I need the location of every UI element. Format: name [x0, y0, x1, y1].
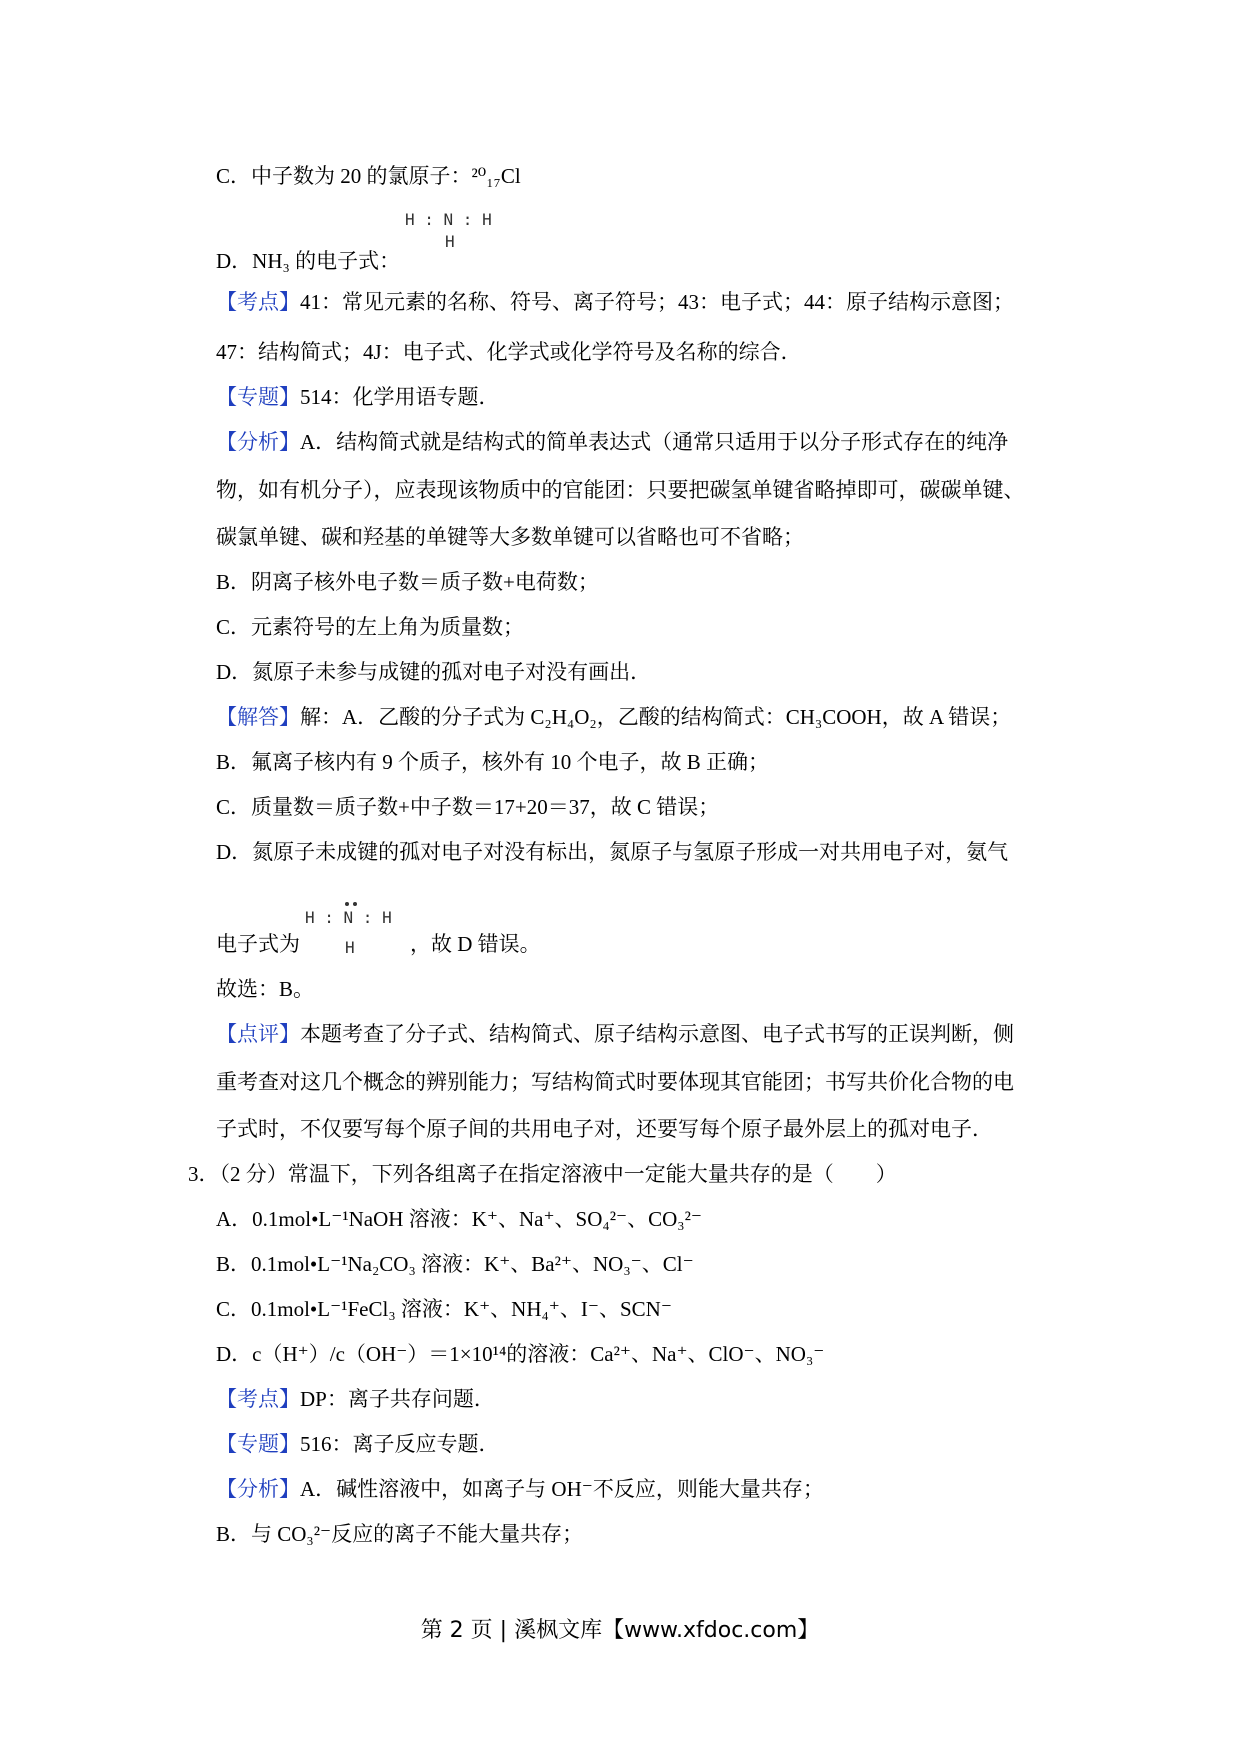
lewis-top: H : N : H	[305, 908, 392, 927]
fenxi-tag: 【分析】	[216, 1477, 300, 1501]
jieda-d2-suffix: ，故 D 错误。	[410, 932, 541, 956]
zhuanti-text: 514：化学用语专题．	[300, 385, 500, 409]
nh3-lewis-wrong	[405, 210, 492, 251]
fenxi-c: C．元素符号的左上角为质量数；	[216, 615, 525, 639]
dianping-text-1: 本题考查了分子式、结构简式、原子结构示意图、电子式书写的正误判断，侧	[300, 1022, 1014, 1046]
fenxi-line-2: 物，如有机分子），应表现该物质中的官能团：只要把碳氢单键省略掉即可，碳碳单键、	[216, 478, 1025, 502]
lewis-bottom: H	[445, 232, 455, 251]
dianping-tag: 【点评】	[216, 1022, 300, 1046]
q3-fenxi-a	[216, 1475, 824, 1503]
q3-fenxi-a-text: A．碱性溶液中，如离子与 OH⁻不反应，则能大量共存；	[300, 1477, 824, 1501]
fenxi-line-3: 碳氯单键、碳和羟基的单键等大多数单键可以省略也可不省略；	[216, 525, 804, 549]
jieda-text-a: 解：A．乙酸的分子式为 C₂H₄O₂，乙酸的结构简式：CH₃COOH，故 A 错误；	[300, 705, 1012, 729]
q3-option-c: C．0.1mol•L⁻¹FeCl₃ 溶液：K⁺、NH₄⁺、I⁻、SCN⁻	[216, 1297, 672, 1321]
fenxi-text-1: A．结构简式就是结构式的简单表达式（通常只适用于以分子形式存在的纯净	[300, 430, 1009, 454]
jieda-d2-prefix: 电子式为	[216, 932, 300, 956]
kaodian-text-1: 41：常见元素的名称、符号、离子符号；43：电子式；44：原子结构示意图；	[300, 290, 1014, 314]
zhuanti-tag: 【专题】	[216, 385, 300, 409]
guxuan: 故选：B。	[216, 977, 315, 1001]
jieda-line-a	[216, 703, 1011, 731]
fenxi-line-1	[216, 428, 1008, 456]
fenxi-b: B．阴离子核外电子数＝质子数+电荷数；	[216, 570, 599, 594]
fenxi-d: D．氮原子未参与成键的孤对电子对没有画出．	[216, 660, 652, 684]
q3-option-d: D．c（H⁺）/c（OH⁻）＝1×10¹⁴的溶液：Ca²⁺、Na⁺、ClO⁻、NO₃⁻	[216, 1342, 825, 1366]
jieda-tag: 【解答】	[216, 705, 300, 729]
jieda-d2	[216, 930, 541, 958]
q3-fenxi-b: B．与 CO₃²⁻反应的离子不能大量共存；	[216, 1522, 584, 1546]
kaodian-line-2: 47：结构简式；4J：电子式、化学式或化学符号及名称的综合．	[216, 340, 802, 364]
lewis-bottom: H	[345, 938, 355, 957]
lewis-top: H : N : H	[405, 210, 492, 229]
q3-zhuanti	[216, 1430, 500, 1458]
kaodian-tag: 【考点】	[216, 1387, 300, 1411]
kaodian-tag: 【考点】	[216, 290, 300, 314]
jieda-c: C．质量数＝质子数+中子数＝17+20＝37，故 C 错误；	[216, 795, 720, 819]
dianping-line-1	[216, 1020, 1014, 1048]
zhuanti-tag: 【专题】	[216, 1432, 300, 1456]
question-3: 3．（2 分）常温下，下列各组离子在指定溶液中一定能大量共存的是（ ）	[188, 1162, 897, 1186]
fenxi-tag: 【分析】	[216, 430, 300, 454]
q3-option-a: A．0.1mol•L⁻¹NaOH 溶液：K⁺、Na⁺、SO₄²⁻、CO₃²⁻	[216, 1207, 702, 1231]
kaodian-line-1	[216, 288, 1014, 316]
q3-zhuanti-text: 516：离子反应专题．	[300, 1432, 500, 1456]
q3-kaodian-text: DP：离子共存问题．	[300, 1387, 495, 1411]
zhuanti-line	[216, 383, 500, 411]
page-footer: 第 2 页 | 溪枫文库【www.xfdoc.com】	[420, 1618, 820, 1643]
option-c: C．中子数为 20 的氯原子：²⁰₁₇Cl	[216, 164, 521, 188]
lone-pair-dot	[353, 902, 357, 906]
option-d: D．NH₃ 的电子式：	[216, 249, 401, 273]
lone-pair-dot	[345, 902, 349, 906]
dianping-line-3: 子式时，不仅要写每个原子间的共用电子对，还要写每个原子最外层上的孤对电子．	[216, 1117, 993, 1141]
q3-kaodian	[216, 1385, 495, 1413]
nh3-lewis-correct	[305, 908, 392, 957]
jieda-d: D．氮原子未成键的孤对电子对没有标出，氮原子与氢原子形成一对共用电子对，氨气	[216, 840, 1009, 864]
jieda-b: B．氟离子核内有 9 个质子，核外有 10 个电子，故 B 正确；	[216, 750, 770, 774]
dianping-line-2: 重考查对这几个概念的辨别能力；写结构简式时要体现其官能团；书写共价化合物的电	[216, 1070, 1014, 1094]
q3-option-b: B．0.1mol•L⁻¹Na₂CO₃ 溶液：K⁺、Ba²⁺、NO₃⁻、Cl⁻	[216, 1252, 694, 1276]
